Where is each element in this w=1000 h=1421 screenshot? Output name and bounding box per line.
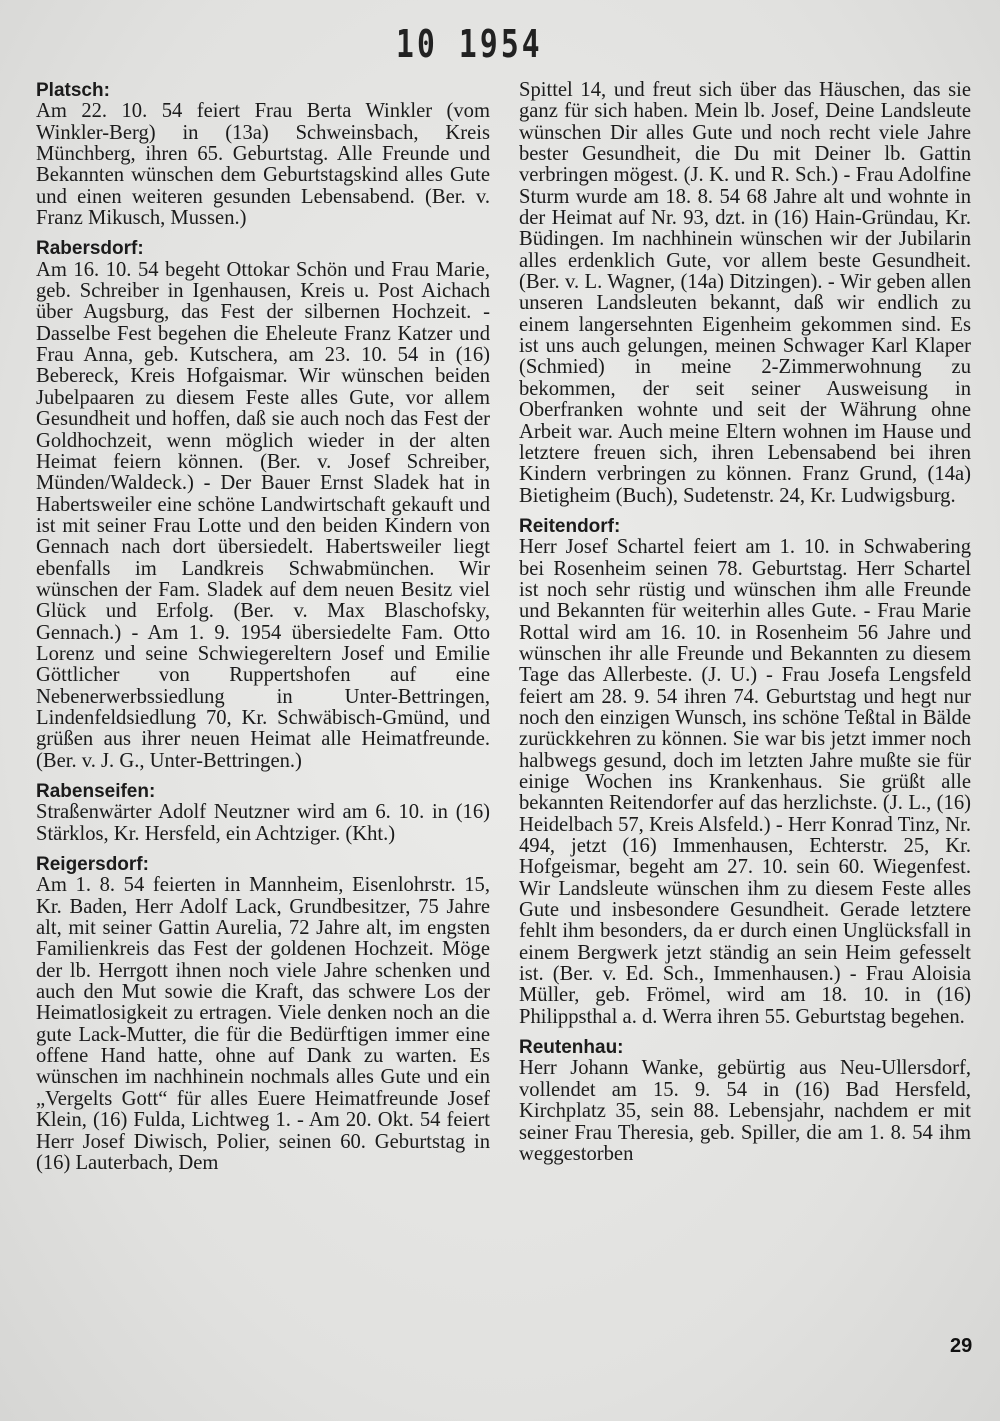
section-continuation	[519, 80, 971, 507]
section-heading: Rabenseifen:	[36, 781, 156, 802]
section-rabenseifen	[36, 781, 490, 845]
section-text: Am 16. 10. 54 begeht Ottokar Schön und Frau Marie, geb. Schreiber in Igenhausen, Kreis u. Post Aichach über Augsburg, das Fest der silbernen Hochzeit. - Dasselbe Fest begehen die Eheleute Franz Katzer und Frau Anna, geb. Kutschera, am 23. 10. 54 in (16) Bebereck, Kreis Hofgaismar. Wir wünschen beiden Jubelpaaren zu diesem Feste alles Gute, vor allem Gesundheit und hoffen, daß sie auch noch das Fest der Goldhochzeit, wenn möglich wieder in der alten Heimat feiern können. (Ber. v. Josef Schreiber, Münden/Waldeck.) - Der Bauer Ernst Sladek hat in Habertsweiler eine schöne Landwirtschaft gekauft und ist mit seiner Frau Lotte und den beiden Kindern von Gennach nach dort übersiedelt. Habertsweiler liegt ebenfalls im Landkreis Schwabmünchen. Wir wünschen der Fam. Sladek auf dem neuen Besitz viel Glück und Erfolg. (Ber. v. Max Blaschofsky, Gennach.) - Am 1. 9. 1954 übersiedelte Fam. Otto Lorenz und seine Schwiegereltern Josef und Emilie Göttlicher von Ruppertshofen auf eine Nebenerwerbssiedlung in Unter-Bettringen, Lindenfeldsiedlung 70, Kr. Schwäbisch-Gmünd, und grüßen aus ihrer neuen Heimat alle Heimatfreunde. (Ber. v. J. G., Unter-Bettringen.)	[36, 258, 490, 772]
page-number: 29	[950, 1335, 973, 1357]
right-column	[519, 80, 971, 1165]
section-reitendorf	[519, 516, 971, 1028]
section-text: Herr Johann Wanke, gebürtig aus Neu-Ullersdorf, vollendet am 15. 9. 54 in (16) Bad Hersfeld, Kirchplatz 35, sein 88. Lebensjahr, nachdem er mit seiner Frau Theresia, geb. Spiller, die am 1. 8. 54 ihm weggestorben	[519, 1057, 971, 1165]
section-text: Spittel 14, und freut sich über das Häuschen, das sie ganz für sich haben. Mein lb. Josef, Deine Landsleute wünschen Dir alles Gute und noch recht viele Jahre bester Gesundheit, die Du mit Deiner lb. Gattin verbringen mögest. (J. K. und R. Sch.) - Frau Adolfine Sturm wurde am 18. 8. 54 68 Jahre alt und wohnte in der Heimat auf Nr. 93, dzt. in (16) Hain-Gründau, Kr. Büdingen. Im nachhinein wünschen wir der Jubilarin alles erdenklich Gute, vor allem beste Gesundheit. (Ber. v. L. Wagner, (14a) Ditzingen). - Wir geben allen unseren Landsleuten bekannt, daß wir endlich zu einem langersehnten Eigenheim gekommen sind. Es ist uns auch gelungen, meinen Schwager Karl Klaper (Schmied) in meine 2-Zimmerwohnung zu bekommen, der seit seiner Ausweisung in Oberfranken wohnte und seit der Währung ohne Arbeit war. Auch meine Eltern wohnen im Hause und letztere freuen sich, ihren Lebensabend bei ihren Kindern verbringen zu können. Franz Grund, (14a) Bietigheim (Buch), Sudetenstr. 24, Kr. Ludwigsburg.	[519, 79, 971, 507]
section-heading: Rabersdorf:	[36, 238, 144, 260]
left-column	[36, 80, 490, 1174]
section-heading: Platsch:	[36, 80, 110, 101]
section-text: Straßenwärter Adolf Neutzner wird am 6. 10. in (16) Stärklos, Kr. Hersfeld, ein Achtziger. (Kht.)	[36, 801, 490, 845]
section-reigersdorf	[36, 854, 490, 1174]
section-text: Am 22. 10. 54 feiert Frau Berta Winkler (vom Winkler-Berg) in (13a) Schweinsbach, Kreis Münchberg, ihren 65. Geburtstag. Alle Freunde und Bekannten wünschen dem Geburtstagskind alles Gute und einen weiteren gesunden Lebensabend. (Ber. v. Franz Mikusch, Mussen.)	[36, 100, 490, 230]
section-heading: Reutenhau:	[519, 1037, 624, 1059]
section-heading: Reitendorf:	[519, 515, 621, 537]
date-stamp: 10 1954	[396, 22, 543, 66]
section-text: Am 1. 8. 54 feierten in Mannheim, Eisenlohrstr. 15, Kr. Baden, Herr Adolf Lack, Grundbesitzer, 75 Jahre alt, mit seiner Gattin Aurelia, 72 Jahre alt, im engsten Familienkreis das Fest der goldenen Hochzeit. Möge der lb. Herrgott ihnen noch viele Jahre schenken und auch den Mut sowie die Kraft, das schwere Los der Heimatlosigkeit zu ertragen. Viele denken noch an die gute Lack-Mutter, die für die Bedürftigen immer eine offene Hand hatte, ohne auf Dank zu warten. Es wünschen im nachhinein nochmals alles Gute und ein „Vergelts Gott“ für alles Euere Heimatfreunde Josef Klein, (16) Fulda, Lichtweg 1. - Am 20. Okt. 54 feiert Herr Josef Diwisch, Polier, seinen 60. Geburtstag in (16) Lauterbach, Dem	[36, 874, 490, 1174]
section-reutenhau	[519, 1037, 971, 1165]
section-text: Herr Josef Schartel feiert am 1. 10. in Schwabering bei Rosenheim seinen 78. Geburtstag. Herr Schartel ist noch sehr rüstig und wünschen ihm alle Freunde und Bekannten für weiterhin alles Gute. - Frau Marie Rottal wird am 16. 10. in Rosenheim 56 Jahre und wünschen ihr alle Freunde und Bekannten zu diesem Tage das Allerbeste. (J. U.) - Frau Josefa Lengsfeld feiert am 28. 9. 54 ihren 74. Geburtstag und hegt nur noch den einzigen Wunsch, ins schöne Teßtal in Bälde zurückkehren zu können. Sie war bis jetzt immer noch halbwegs gesund, doch im letzten Jahre mußte sie für einige Wochen ins Krankenhaus. Sie grüßt alle bekannten Reitendorfer auf das herzlichste. (J. L., (16) Heidelbach 57, Kreis Alsfeld.) - Herr Konrad Tinz, Nr. 494, jetzt (16) Immenhausen, Echterstr. 25, Kr. Hofgeismar, begeht am 27. 10. sein 60. Wiegenfest. Wir Landsleute wünschen ihm zu diesem Feste alles Gute und insbesondere Gesundheit. Gerade letztere fehlt ihm besonders, da er durch einen Unglücksfall in einem Bergwerk jetzt ständig an sein Heim gefesselt ist. (Ber. v. Ed. Sch., Immenhausen.) - Frau Aloisia Müller, geb. Frömel, wird am 18. 10. in (16) Philippsthal a. d. Werra ihren 55. Geburtstag begehen.	[519, 536, 971, 1028]
section-platsch	[36, 80, 490, 229]
section-rabersdorf	[36, 238, 490, 772]
section-heading: Reigersdorf:	[36, 854, 149, 876]
